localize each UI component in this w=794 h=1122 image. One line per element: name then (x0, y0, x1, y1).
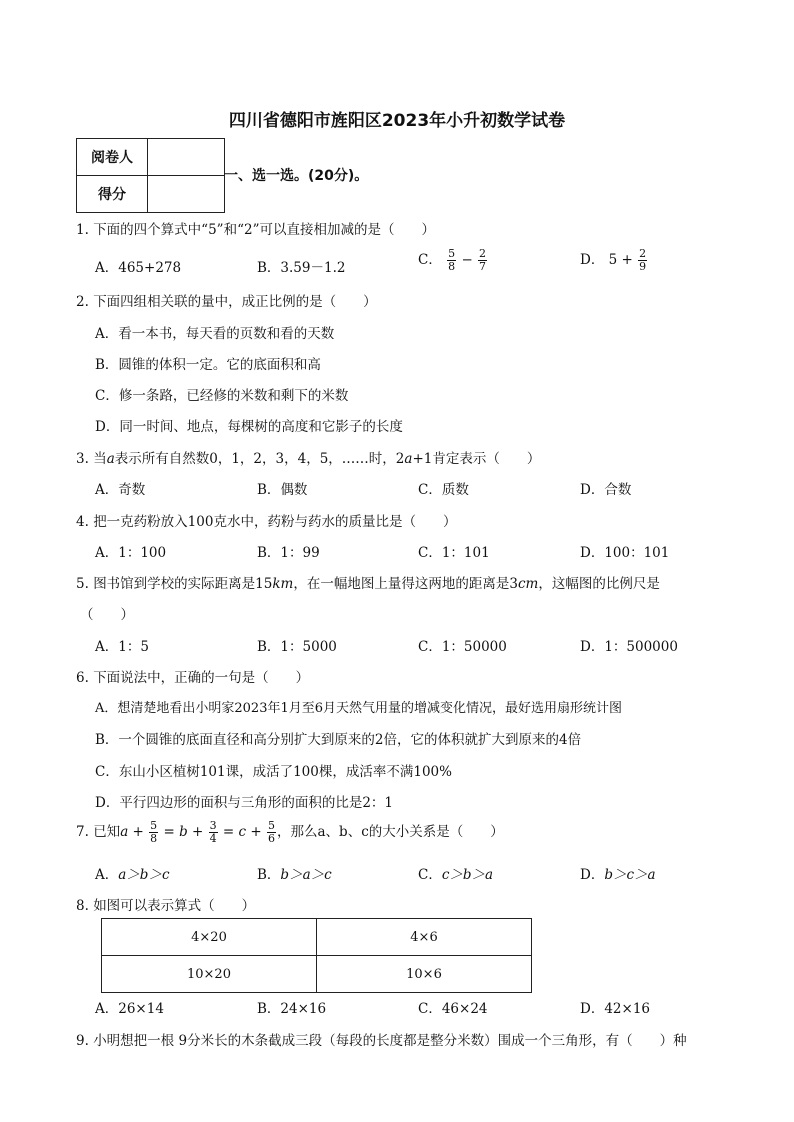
option-c[interactable]: C．修一条路，已经修的米数和剩下的米数 (95, 388, 349, 404)
option-label: D． (580, 252, 605, 268)
question-9 (76, 1029, 687, 1049)
minus-sign: − (461, 252, 473, 268)
option-b[interactable]: B．圆锥的体积一定。它的底面积和高 (95, 357, 321, 373)
option-b[interactable]: B．1：99 (257, 545, 320, 561)
figure-cell: 4×20 (102, 919, 317, 956)
option-b[interactable]: B．一个圆锥的底面直径和高分别扩大到原来的2倍，它的体积就扩大到原来的4倍 (95, 732, 582, 748)
question-number: 5. (76, 576, 89, 592)
question-text: 下面四组相关联的量中，成正比例的是（ ） (93, 294, 377, 310)
question-6 (76, 666, 309, 686)
fraction: $\frac{5}{8}$ (150, 819, 158, 845)
grader-blank[interactable] (148, 139, 225, 176)
option-d[interactable]: D．同一时间、地点，每棵树的高度和它影子的长度 (95, 419, 403, 435)
question-text: 小明想把一根 9分米长的木条截成三段（每段的长度都是整分米数）围成一个三角形，有（ ）种 (93, 1033, 687, 1049)
option-b[interactable]: B．b＞a＞c (257, 867, 332, 883)
variable-a: a (404, 451, 413, 467)
question-text: 下面说法中，正确的一句是（ ） (93, 670, 310, 686)
question-4 (76, 510, 456, 530)
unit-cm: cm (517, 576, 539, 592)
option-d[interactable]: D．b＞c＞a (580, 867, 656, 883)
question-number: 3. (76, 451, 89, 467)
option-c[interactable]: C．c＞b＞a (418, 867, 494, 883)
option-a[interactable]: A．看一本书，每天看的页数和看的天数 (95, 326, 335, 342)
option-a[interactable]: A．想清楚地看出小明家2023年1月至6月天然气用量的增减变化情况，最好选用扇形统计图 (95, 701, 623, 716)
option-a[interactable]: A．1：5 (95, 639, 149, 655)
score-blank[interactable] (148, 176, 225, 213)
question-number: 8. (76, 898, 89, 914)
option-d[interactable]: D．合数 (580, 482, 632, 498)
answer-blank: （ ） (80, 607, 134, 623)
question-number: 7. (76, 824, 89, 840)
option-b[interactable]: B．24×16 (257, 1001, 327, 1017)
option-c[interactable]: C．1：101 (418, 545, 490, 561)
question-8 (76, 894, 255, 914)
option-c[interactable] (418, 248, 488, 273)
section-heading: 一、选一选。(20分)。 (224, 168, 369, 184)
fraction: $\frac{5}{8}$ (448, 247, 456, 273)
grader-box (76, 138, 225, 213)
option-d[interactable]: D．42×16 (580, 1001, 650, 1017)
question-number: 2. (76, 294, 89, 310)
question-number: 9. (76, 1033, 89, 1049)
option-a[interactable]: A．465+278 (95, 260, 182, 276)
option-c[interactable]: C．质数 (418, 482, 469, 498)
option-d[interactable] (580, 248, 648, 273)
fraction: $\frac{3}{4}$ (209, 819, 217, 845)
question-text: 下面的四个算式中“5”和“2”可以直接相加减的是（ ） (93, 222, 435, 238)
option-a[interactable]: A．a＞b＞c (95, 867, 170, 883)
figure-cell: 4×6 (317, 919, 532, 956)
option-b[interactable]: B．偶数 (257, 482, 308, 498)
page-title: 四川省德阳市旌阳区2023年小升初数学试卷 (228, 111, 566, 131)
option-d[interactable]: D．1：500000 (580, 639, 678, 655)
option-label: C． (418, 252, 442, 268)
fraction: $\frac{2}{9}$ (639, 247, 647, 273)
grader-label: 阅卷人 (77, 139, 148, 176)
figure-cell: 10×6 (317, 956, 532, 993)
question-text: 如图可以表示算式（ ） (93, 898, 256, 914)
figure-cell: 10×20 (102, 956, 317, 993)
question-5: 5. 图书馆到学校的实际距离是15km，在一幅地图上量得这两地的距离是3cm，这幅图的比例尺是 (76, 576, 660, 592)
unit-km: km (272, 576, 294, 592)
fraction: $\frac{5}{6}$ (268, 819, 275, 845)
option-b[interactable]: B．1：5000 (257, 639, 337, 655)
question-3: 3. 当a表示所有自然数0，1，2，3，4，5，……时，2a+1肯定表示（ ） (76, 451, 541, 467)
option-expression: 5 + (608, 252, 633, 268)
option-a[interactable]: A．26×14 (95, 1001, 164, 1017)
question-text: 把一克药粉放入100克水中，药粉与药水的质量比是（ ） (93, 514, 457, 530)
score-label: 得分 (77, 176, 148, 213)
option-d[interactable]: D．100：101 (580, 545, 670, 561)
question-2 (76, 290, 377, 310)
question-1 (76, 218, 435, 238)
option-c[interactable]: C．46×24 (418, 1001, 488, 1017)
question-number: 1. (76, 222, 89, 238)
question-7: 7. 已知a + $\frac{5}{8}$ = b + $\frac{3}{4}$ = c + $\frac{5}{6}$ ，那么a、b、c的大小关系是（ ） (76, 819, 504, 845)
question-number: 6. (76, 670, 89, 686)
option-d[interactable]: D．平行四边形的面积与三角形的面积的比是2：1 (95, 795, 394, 811)
fraction: $\frac{2}{7}$ (479, 247, 487, 273)
question-number: 4. (76, 514, 89, 530)
option-a[interactable]: A．奇数 (95, 482, 146, 498)
option-a[interactable]: A．1：100 (95, 545, 167, 561)
option-c[interactable]: C．东山小区植树101课，成活了100棵，成活率不满100% (95, 764, 452, 780)
option-c[interactable]: C．1：50000 (418, 639, 507, 655)
area-model-figure (101, 918, 532, 993)
variable-a: a (106, 451, 115, 467)
option-b[interactable]: B．3.59－1.2 (257, 260, 346, 276)
